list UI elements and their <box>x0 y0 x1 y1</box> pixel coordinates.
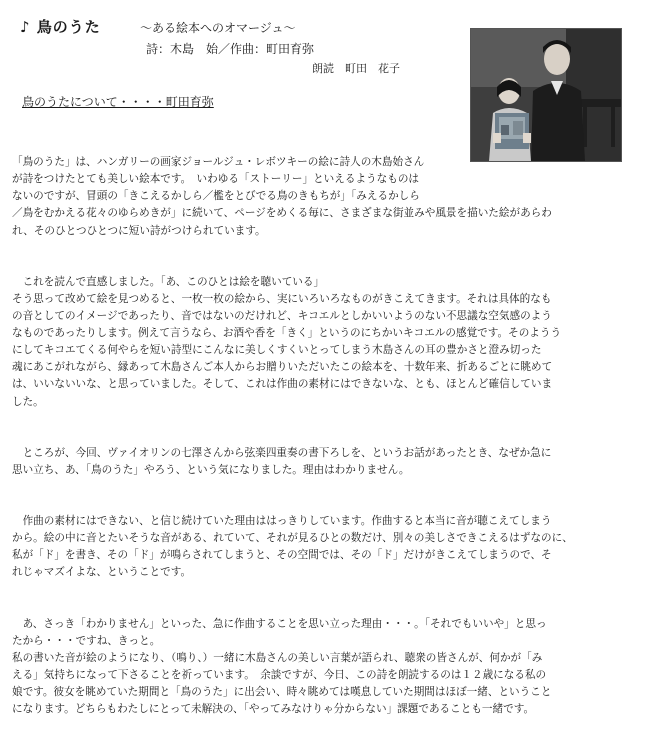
essay-paragraph: 作曲の素材にはできない、と信じ続けていた理由ははっきりしています。作曲すると本当に音が聴こえてしまう から。絵の中に音とたいそうな音がある、れていて、それが見るひとの数だけ、別々の美しさできこえるはずなのに、 私が「ド」を書き、その「ド」が鳴らされてしまうと、その空間では、その「ド」だけがきこえてしまうので、そ れじゃマズイよな、ということです。 <box>12 515 573 579</box>
essay-paragraph: あ、さっき「わかりません」といった、急に作曲することを思い立った理由・・・。「それでもいいや」と思っ たから・・・ですね、きっと。 私の書いた音が絵のようになり、（鳴り、）一緒に木島さんの美しい言葉が語られ、聴衆の皆さんが、何かが「み える」気持ちになって下さることを祈っています。 余談ですが、今日、この詩を朗読するのは１２歳になる私の 娘です。彼女を眺めていた期間と「鳥のうた」に出会い、時々眺めては嘆息していた期間はほぼ一緒、ということ になります。どちらもわたしにとって未解決の、「やってみなけりゃ分からない」課題であることも一緒です。 <box>12 617 552 716</box>
credits-line: 詩：木島 始／作曲：町田育弥 <box>146 42 315 56</box>
essay-paragraph: ところが、今回、ヴァイオリンの七澤さんから弦楽四重奏の書下ろしを、というお話があったとき、なぜか急に 思い立ち、あ、「鳥のうた」やろう、という気になりました。理由はわかりません。 <box>12 446 552 476</box>
reader-line: 朗読 町田 花子 <box>312 62 400 75</box>
piece-subtitle: ～ある絵本へのオマージュ～ <box>140 21 296 35</box>
essay-body <box>12 120 642 752</box>
essay-paragraph: これを読んで直感しました。「あ、このひとは絵を聴いている」 そう思って改めて絵を見つめると、一枚一枚の絵から、実にいろいろなものがきこえてきます。それは具体的なも の音としてのイメージであったり、音ではないのだけれど、キコエルとしかいいようのない不思議な空気感のよう なものであったりします。例えて言うなら、お酒や香を「きく」というのにちかいキコエルの感覚です。そのようう にしてキコエてくる何やらを短い詩型にこんなに美しくすくいとってしまう木島さんの耳の豊かさと澄み切った 魂にあこがれながら、縁あって木島さんご本人からお贈りいただいたこの絵本を、十数年来、折あるごとに眺めて は、いいないいな、と思っていました。そして、これは作曲の素材にはできないな、とも、ほとんど確信していま した。 <box>12 275 562 408</box>
piece-title: ♪ 鳥のうた <box>20 18 101 36</box>
essay-paragraph: 「鳥のうた」は、ハンガリーの画家ジョールジュ・レボツキーの絵に詩人の木島始さん が詩をつけたとても美しい絵本です。 いわゆる「ストーリー」といえるようなものは ないのですが、冒頭の「きこえるかしら／檻をとびでる鳥のきもちが」「みえるかしら ／鳥をむかえる花々のゆらめきが」に続いて、ページをめくる毎に、さまざまな街並みや風景を描いた絵があらわ れ、そのひとつひとつに短い詩がつけられています。 <box>12 156 552 237</box>
section-heading: 鳥のうたについて・・・・町田育弥 <box>22 95 214 109</box>
